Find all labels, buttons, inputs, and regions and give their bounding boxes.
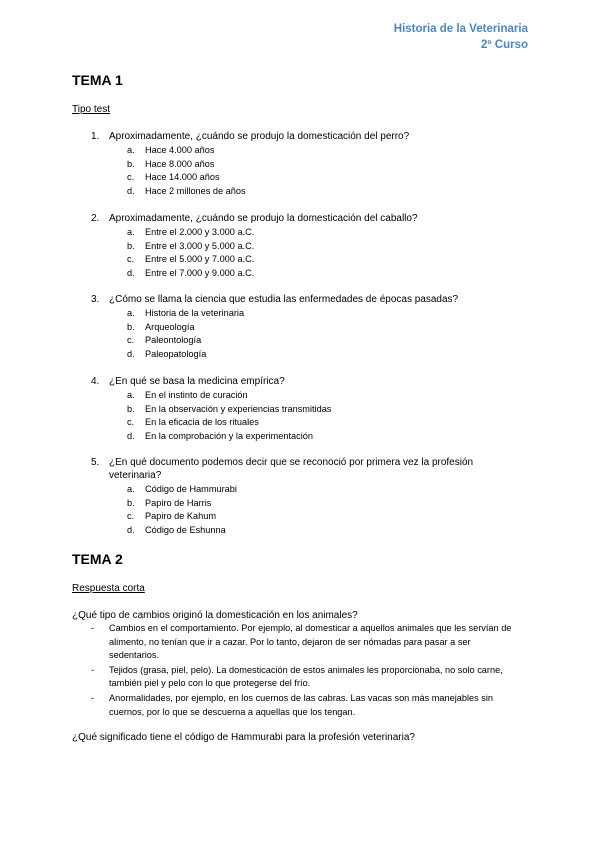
option-text: Hace 4.000 años [145, 145, 215, 155]
option-item [91, 483, 516, 497]
option-text: Paleontología [145, 335, 202, 346]
option-letter: d. [127, 185, 135, 196]
option-letter: b. [127, 403, 135, 414]
option-item [91, 226, 516, 240]
option-letter: c. [127, 335, 135, 346]
option-letter: d. [127, 430, 135, 441]
option-letter: d. [127, 348, 135, 359]
option-text: Entre el 2.000 y 3.000 a.C. [145, 227, 255, 237]
option-text: En la comprobación y la experimentación [145, 430, 314, 441]
answer-bullet [91, 692, 519, 719]
question-text: Aproximadamente, ¿cuándo se produjo la domesticación del caballo? [109, 213, 418, 224]
option-letter: a. [127, 145, 135, 155]
question-text: Aproximadamente, ¿cuándo se produjo la domesticación del perro? [109, 131, 410, 142]
question-text: ¿En qué se basa la medicina empírica? [109, 376, 285, 387]
option-item [91, 524, 516, 538]
bullet-text: Tejidos (grasa, piel, pelo). La domesticación de estos animales les proporcionaba, no solo carne, también piel y pelo con lo que protegerse del frío. [109, 664, 503, 689]
question-3 [91, 293, 516, 361]
option-letter: c. [127, 417, 135, 428]
tema1-title: TEMA 1 [72, 72, 123, 88]
question-5 [91, 456, 516, 537]
answer-bullet-list [91, 622, 519, 720]
option-item [91, 307, 516, 321]
short-question-2: ¿Qué significado tiene el código de Hammurabi para la profesión veterinaria? [72, 732, 415, 743]
option-item [91, 171, 516, 185]
question-1 [91, 130, 516, 198]
bullet-text: Cambios en el comportamiento. Por ejemplo, al domesticar a aquellos animales que les servían de alimento, no tenían que ir a cazar. Por lo tanto, dejaron de ser nómadas para pasar a ser sedentarios. [109, 623, 512, 661]
option-item [91, 334, 516, 348]
option-letter: b. [127, 497, 135, 508]
option-text: Historia de la veterinaria [145, 308, 245, 318]
option-letter: c. [127, 511, 135, 522]
option-text: Código de Hammurabi [145, 484, 237, 494]
answer-bullet [91, 622, 519, 663]
option-letter: c. [127, 172, 135, 183]
option-item [91, 497, 516, 511]
option-text: En la observación y experiencias transmitidas [145, 403, 332, 414]
option-text: Entre el 7.000 y 9.000 a.C. [145, 267, 255, 278]
option-text: Entre el 3.000 y 5.000 a.C. [145, 240, 255, 251]
header-course: 2º Curso [480, 39, 528, 51]
option-letter: a. [127, 390, 135, 400]
option-text: Entre el 5.000 y 7.000 a.C. [145, 254, 255, 265]
question-text: ¿Cómo se llama la ciencia que estudia las enfermedades de épocas pasadas? [109, 294, 459, 305]
option-text: Hace 8.000 años [145, 158, 215, 169]
question-number: 3. [91, 294, 100, 305]
question-2 [91, 212, 516, 280]
tema2-section-label: Respuesta corta [72, 583, 145, 594]
option-item [91, 348, 516, 362]
question-4 [91, 375, 516, 443]
question-number: 2. [91, 213, 100, 224]
answer-bullet [91, 664, 519, 691]
option-text: Paleopatología [145, 348, 207, 359]
option-letter: a. [127, 227, 135, 237]
tema1-section-label: Tipo test [72, 104, 110, 115]
option-item [91, 185, 516, 199]
option-item [91, 144, 516, 158]
option-text: Papiro de Kahum [145, 511, 216, 522]
option-text: Papiro de Harris [145, 497, 212, 508]
short-question-1: ¿Qué tipo de cambios originó la domesticación en los animales? [72, 610, 358, 621]
option-item [91, 240, 516, 254]
option-text: En el instinto de curación [145, 390, 248, 400]
bullet-text: Anormalidades, por ejemplo, en los cuernos de las cabras. Las vacas son más manejables sin cuernos, por lo que se descuerna a aquellas que los tengan. [109, 692, 494, 717]
option-item [91, 321, 516, 335]
option-item [91, 253, 516, 267]
option-item [91, 389, 516, 403]
option-letter: b. [127, 240, 135, 251]
option-item [91, 158, 516, 172]
option-letter: a. [127, 484, 135, 494]
option-letter: b. [127, 158, 135, 169]
option-item [91, 416, 516, 430]
bullet-dash: - [91, 664, 95, 675]
option-text: Hace 2 millones de años [145, 185, 246, 196]
option-item [91, 510, 516, 524]
page-header [394, 21, 528, 53]
option-letter: c. [127, 254, 135, 265]
question-number: 5. [91, 457, 100, 468]
option-letter: d. [127, 524, 135, 535]
bullet-dash: - [91, 692, 95, 703]
option-letter: b. [127, 321, 135, 332]
option-text: Código de Eshunna [145, 524, 226, 535]
option-text: En la eficacia de los rituales [145, 417, 259, 428]
option-text: Arqueología [145, 321, 195, 332]
question-number: 1. [91, 131, 100, 142]
option-item [91, 403, 516, 417]
option-text: Hace 14.000 años [145, 172, 220, 183]
option-letter: a. [127, 308, 135, 318]
option-item [91, 430, 516, 444]
option-item [91, 267, 516, 281]
tema2-title: TEMA 2 [72, 551, 123, 567]
bullet-dash: - [91, 623, 95, 633]
question-number: 4. [91, 376, 100, 387]
header-subject: Historia de la Veterinaria [393, 23, 528, 35]
question-text: ¿En qué documento podemos decir que se reconoció por primera vez la profesión veterinaria? [109, 457, 474, 481]
option-letter: d. [127, 267, 135, 278]
